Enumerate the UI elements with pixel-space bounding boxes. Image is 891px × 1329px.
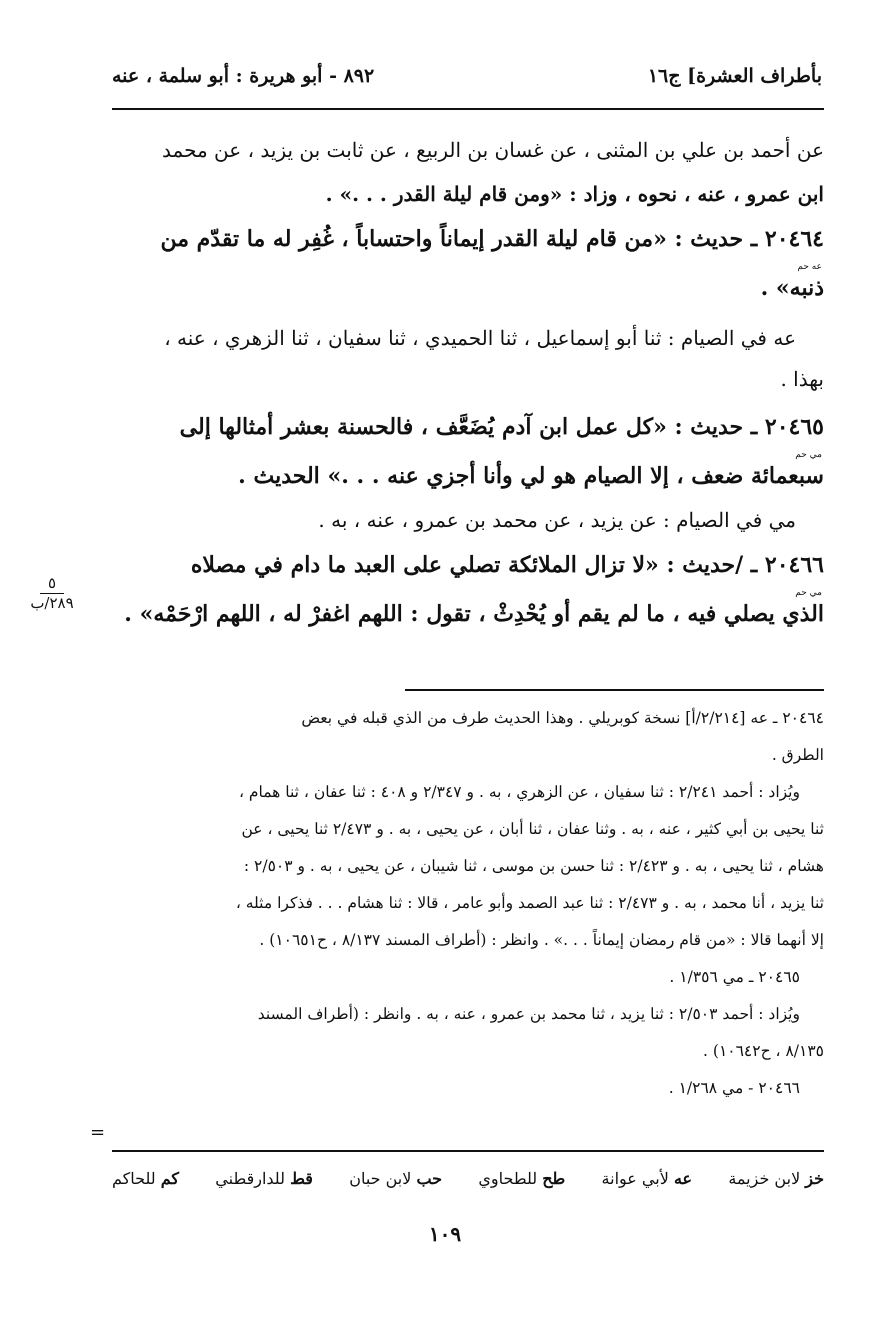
footnote-line: ويُزاد : أحمد ٢/٢٤١ : ثنا سفيان ، عن الزهري ، به . و ٢/٣٤٧ و ٤٠٨ : ثنا عفان ، ثنا همام ، [238,783,800,801]
running-head: ٨٩٢ - أبو هريرة : أبو سلمة ، عنه [112,65,375,87]
folio-reference: ٢٨٩/ب [30,594,74,612]
page-number: ١٠٩ [428,1222,462,1246]
footnote-line: ثنا يزيد ، أنا محمد ، به . و ٢/٤٧٣ : ثنا عبد الصمد وأبو عامر ، قالا : ثنا هشام . . . فذكرا مثله ، [235,894,824,912]
hadith-20464-line1: ٢٠٤٦٤ ـ حديث : «من قام ليلة القدر إيماناً واحتساباً ، غُفِر له ما تقدّم من [160,226,824,252]
footnote-line: ٢٠٤٦٥ ـ مي ١/٣٥٦ . [669,968,800,986]
folio-number: ٥ [40,574,64,594]
hadith-20466-line2: الذي يصلي فيه ، ما لم يقم أو يُحْدِثْ ، تقول : اللهم اغفرْ له ، اللهم ارْحَمْه» . [124,601,824,627]
continuation-mark: = [90,1122,106,1143]
legend-item: قط للدارقطني [215,1168,313,1188]
hadith-20465-line1: ٢٠٤٦٥ ـ حديث : «كل عمل ابن آدم يُضَعَّف ، فالحسنة بعشر أمثالها إلى [179,414,824,440]
footnote-line: ٨/١٣٥ ، ح١٠٦٤٢) . [703,1042,824,1060]
hadith-20466-sigla: مي حم [795,588,822,598]
book-title: بأطراف العشرة] ج١٦ [647,65,822,87]
footnote-line: هشام ، ثنا يحيى ، به . و ٢/٤٢٣ : ثنا حسن بن موسى ، ثنا شيبان ، عن يحيى ، به . و ٢/٥٠٣ : [243,857,824,875]
footnote-line: الطرق . [771,746,824,764]
hadith-20464-sigla: عه حم [797,262,822,272]
main-text [112,128,824,630]
intro-line: عن أحمد بن علي بن المثنى ، عن غسان بن الربيع ، عن ثابت بن يزيد ، عن محمد [162,138,824,162]
hadith-20465-source: مي في الصيام : عن يزيد ، عن محمد بن عمرو ، عنه ، به . [318,508,796,532]
legend-item: كم للحاكم [112,1168,179,1188]
intro-line: ابن عمرو ، عنه ، نحوه ، وزاد : «ومن قام ليلة القدر . . .» . [325,182,824,206]
page-header [112,58,822,94]
footnote-line: إلا أنهما قالا : «من قام رمضان إيماناً . . .» . وانظر : (أطراف المسند ٨/١٣٧ ، ح١٠٦٥١) . [259,931,824,949]
footnote-line: ويُزاد : أحمد ٢/٥٠٣ : ثنا يزيد ، ثنا محمد بن عمرو ، عنه ، به . وانظر : (أطراف المسند [257,1005,800,1023]
abbreviation-legend [112,1163,824,1193]
footnotes [112,700,824,1107]
hadith-20466-line1: ٢٠٤٦٦ ـ /حديث : «لا تزال الملائكة تصلي على العبد ما دام في مصلاه [190,552,824,578]
footnote-line: ٢٠٤٦٤ ـ عه [٢/٢١٤/أ] نسخة كوبريلي . وهذا الحديث طرف من الذي قبله في بعض [301,709,824,727]
footnote-separator [405,689,824,691]
manuscript-folio-note [20,574,84,612]
hadith-20465-line2: سبعمائة ضعف ، إلا الصيام هو لي وأنا أجزي عنه . . .» الحديث . [238,463,824,489]
header-rule [112,108,824,110]
legend-item: خز لابن خزيمة [728,1168,824,1188]
hadith-20465-sigla: مي حم [795,450,822,460]
footnote-line: ٢٠٤٦٦ - مي ١/٢٦٨ . [668,1079,800,1097]
hadith-20464-line2: ذنبه» . [760,275,824,301]
footnote-line: ثنا يحيى بن أبي كثير ، عنه ، به . وثنا عفان ، ثنا أبان ، عن يحيى ، به . و ٢/٤٧٣ ثنا يحيى ، عن [241,820,824,838]
legend-item: طح للطحاوي [478,1168,566,1188]
legend-item: حب لابن حبان [349,1168,443,1188]
hadith-20464-source: عه في الصيام : ثنا أبو إسماعيل ، ثنا الحميدي ، ثنا سفيان ، ثنا الزهري ، عنه ، [164,326,796,350]
hadith-20464-source-end: بهذا . [780,367,824,391]
legend-item: عه لأبي عوانة [601,1168,693,1188]
legend-rule [112,1150,824,1152]
